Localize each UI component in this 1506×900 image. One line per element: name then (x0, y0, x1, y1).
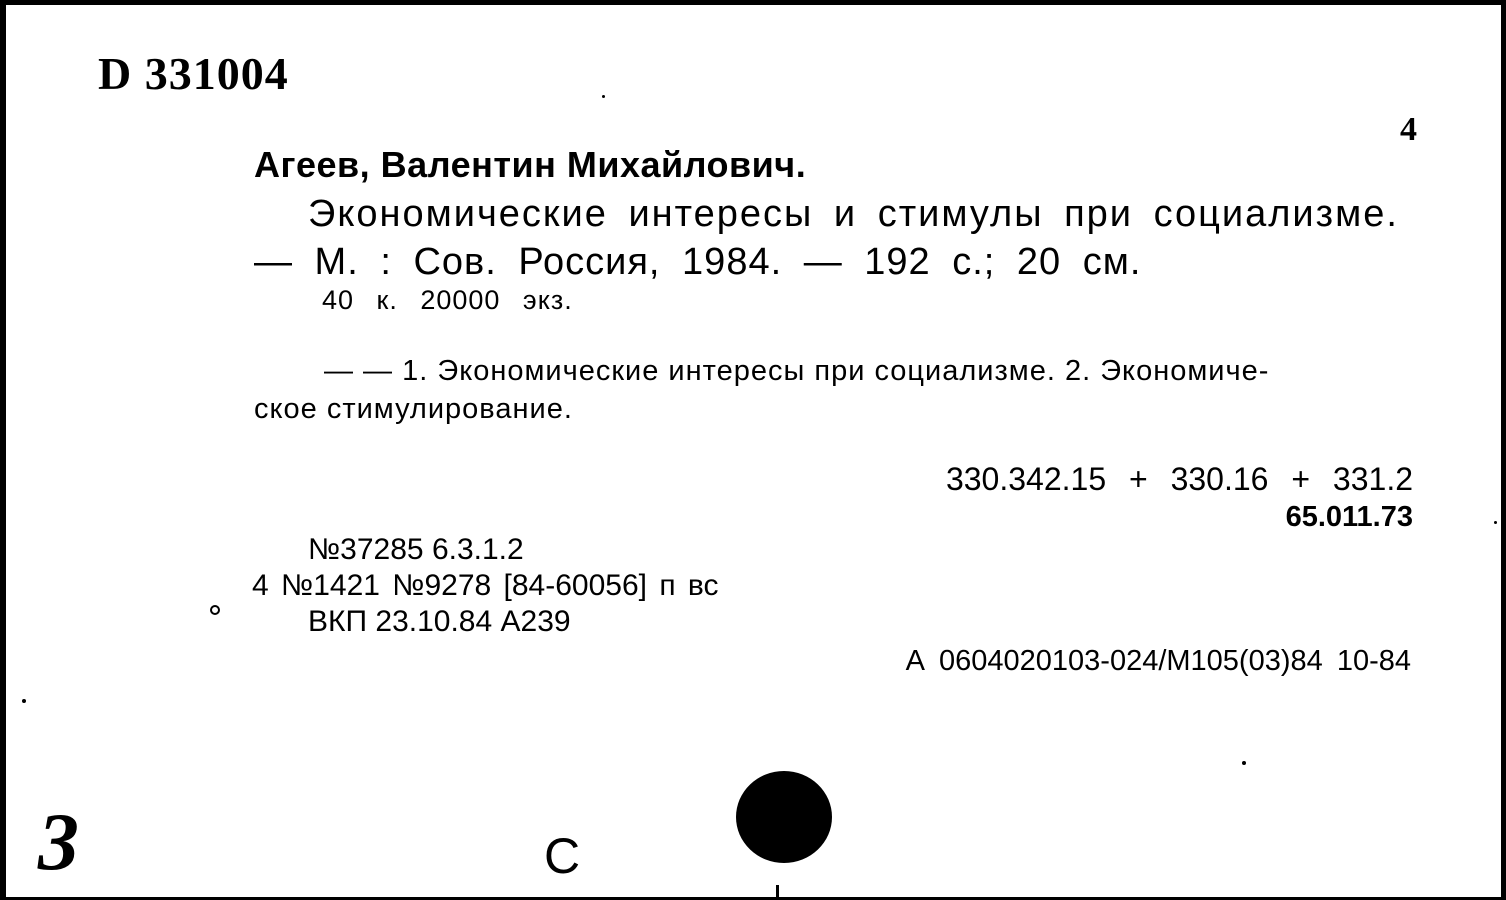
accession-line: 4 №1421 №9278 [84-60056] п вс (252, 569, 719, 602)
catalog-number: D 331004 (98, 48, 289, 99)
ink-speck (1494, 521, 1497, 524)
price-print-run: 40 к. 20000 экз. (322, 285, 573, 315)
ink-speck (22, 699, 26, 703)
imprint-line: — М. : Сов. Россия, 1984. — 192 с.; 20 см. (254, 241, 1142, 283)
bottom-letter: С (544, 828, 581, 884)
handwritten-mark: 3 (38, 796, 79, 887)
ink-speck (210, 605, 220, 615)
ink-speck (602, 95, 605, 98)
accession-line: №37285 6.3.1.2 (308, 533, 524, 566)
accession-line: ВКП 23.10.84 А239 (308, 605, 571, 638)
ink-speck (1242, 761, 1246, 765)
udc-classification: 330.342.15 + 330.16 + 331.2 (945, 461, 1413, 497)
subject-headings-continuation: ское стимулирование. (254, 393, 573, 425)
card-index: 4 (1400, 111, 1417, 148)
punch-hole (736, 771, 832, 863)
print-code: А 0604020103-024/М105(03)84 10-84 (905, 645, 1411, 677)
title-line: Экономические интересы и стимулы при социализме. (308, 193, 1399, 235)
edge-tick (776, 885, 779, 900)
bbk-code: 65.011.73 (1285, 501, 1413, 533)
subject-headings-line: — — 1. Экономические интересы при социализме. 2. Экономиче- (324, 355, 1270, 387)
author-heading: Агеев, Валентин Михайлович. (254, 144, 807, 185)
